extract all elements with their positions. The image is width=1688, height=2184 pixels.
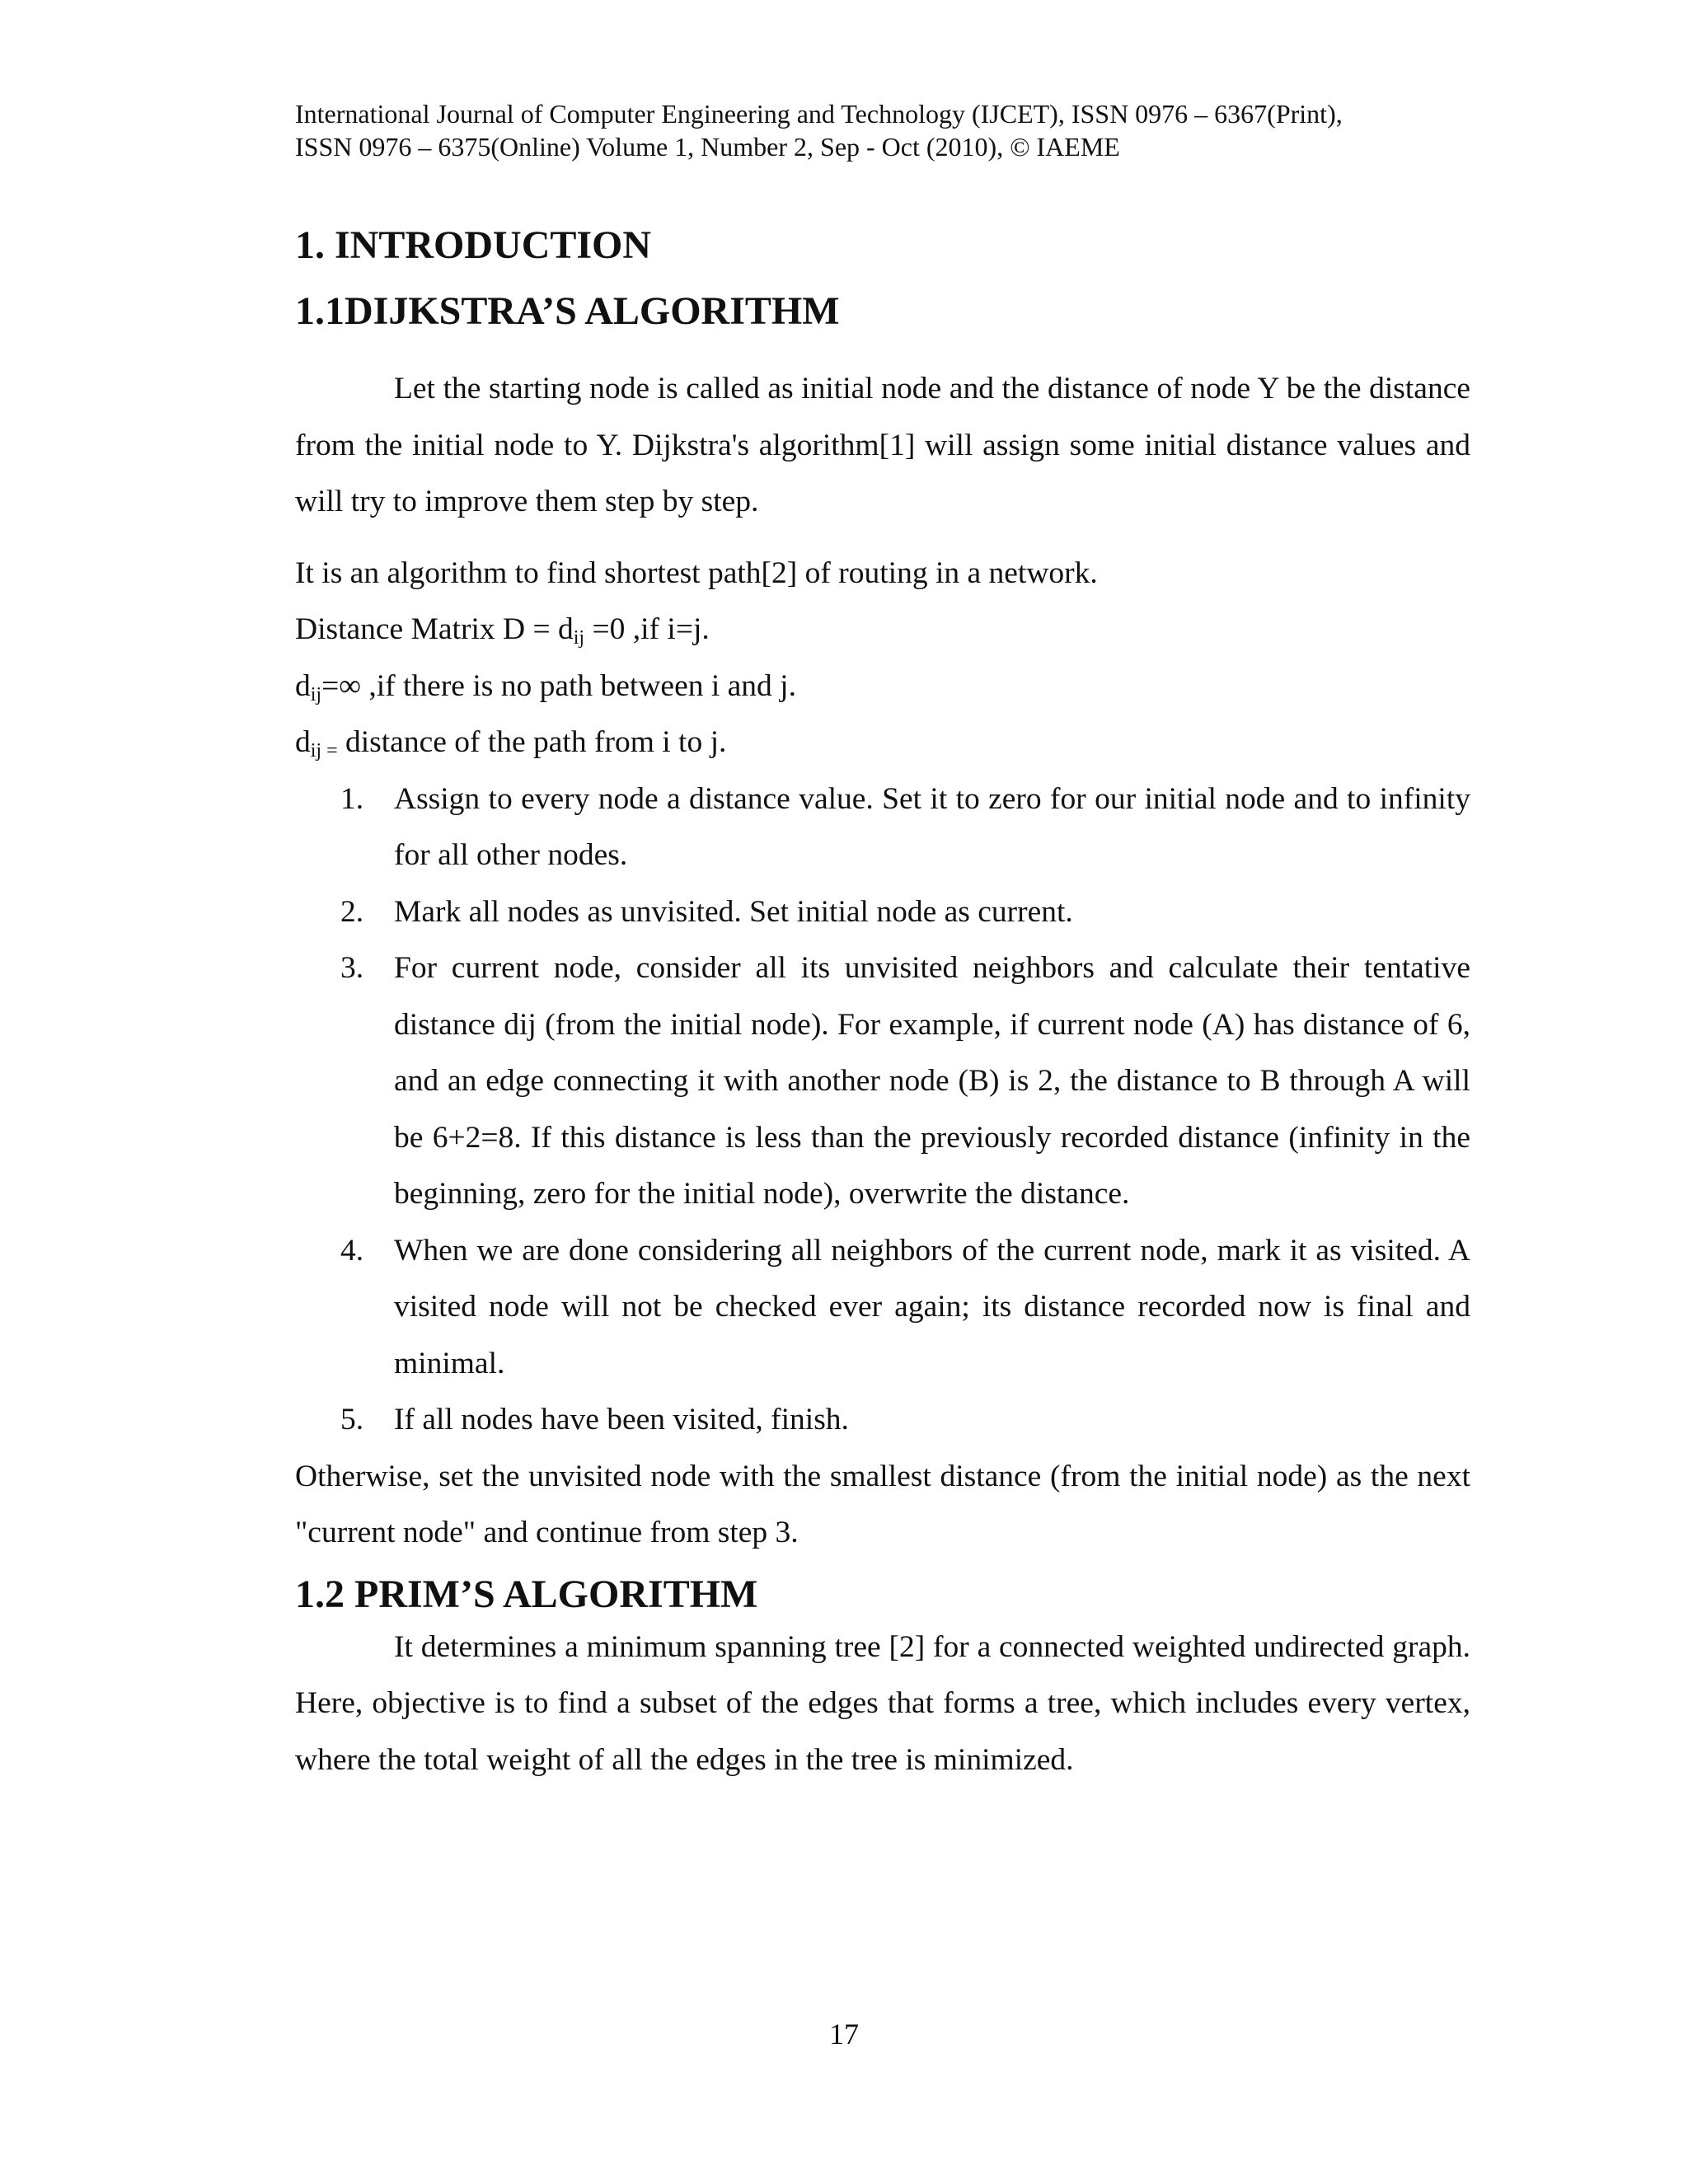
path-distance-suffix: distance of the path from i to j. [337,725,727,759]
no-path-suffix: =∞ ,if there is no path between i and j. [321,668,796,703]
step-number: 2. [340,894,364,929]
step-number: 1. [340,781,364,816]
journal-header [295,97,1465,163]
section-heading-dijkstra: 1.1DIJKSTRA’S ALGORITHM [295,289,840,333]
distance-matrix-definition [295,602,1470,658]
step-text: Assign to every node a distance value. Set it to zero for our initial node and to infinity for all other nodes. [394,781,1470,872]
section-heading-introduction: 1. INTRODUCTION [295,223,652,267]
path-distance-definition [295,715,1470,771]
step-text: If all nodes have been visited, finish. [394,1403,849,1436]
no-path-subscript: ij [310,683,322,705]
list-item [295,1392,1470,1449]
list-item [295,771,1470,884]
path-distance-subscript: ij = [310,740,338,762]
list-item [295,1223,1470,1393]
journal-header-line-1: International Journal of Computer Engineering and Technology (IJCET), ISSN 0976 – 6367(Print), [295,99,1343,129]
dijkstra-otherwise-paragraph: Otherwise, set the unvisited node with the smallest distance (from the initial node) as the next "current node" and continue from step 3. [295,1459,1470,1549]
dijkstra-steps-list [295,771,1470,1449]
dijkstra-intro-paragraph: Let the starting node is called as initial node and the distance of node Y be the distance from the initial node to Y. Dijkstra's algorithm[1] will assign some initial distance values and will try to improve them step by step. [295,372,1470,518]
distance-matrix-suffix: =0 ,if i=j. [584,612,710,646]
step-number: 5. [340,1403,364,1436]
section-heading-prim: 1.2 PRIM’S ALGORITHM [295,1572,758,1616]
prim-intro-paragraph: It determines a minimum spanning tree [2] for a connected weighted undirected graph. Here, objective is to find a subset of the edges that forms a tree, which includes every vertex, where the total weight of all the edges in the tree is minimized. [295,1629,1470,1777]
no-path-definition [295,658,1470,715]
article-body [295,221,1470,1788]
distance-matrix-prefix: Distance Matrix D = d [295,612,574,646]
list-item [295,940,1470,1223]
no-path-prefix: d [295,668,311,703]
step-text: For current node, consider all its unvisited neighbors and calculate their tentative distance dij (from the initial node). For example, if current node (A) has distance of 6, and an edge connecting it with another node (B) is 2, the distance to B through A will be 6+2=8. If this distance is less than the previously recorded distance (infinity in the beginning, zero for the initial node), overwrite the distance. [394,951,1470,1211]
list-item [295,884,1470,941]
path-distance-prefix: d [295,725,311,759]
step-number: 4. [340,1233,364,1268]
dijkstra-purpose-line: It is an algorithm to find shortest path[2] of routing in a network. [295,555,1098,590]
distance-matrix-subscript: ij [573,627,585,649]
step-text: Mark all nodes as unvisited. Set initial node as current. [394,894,1073,929]
journal-header-line-2: ISSN 0976 – 6375(Online) Volume 1, Number 2, Sep - Oct (2010), © IAEME [295,132,1120,162]
step-text: When we are done considering all neighbors of the current node, mark it as visited. A visited node will not be checked ever again; its distance recorded now is final and minimal. [394,1233,1470,1380]
step-number: 3. [340,951,364,985]
page-number: 17 [829,2018,859,2050]
